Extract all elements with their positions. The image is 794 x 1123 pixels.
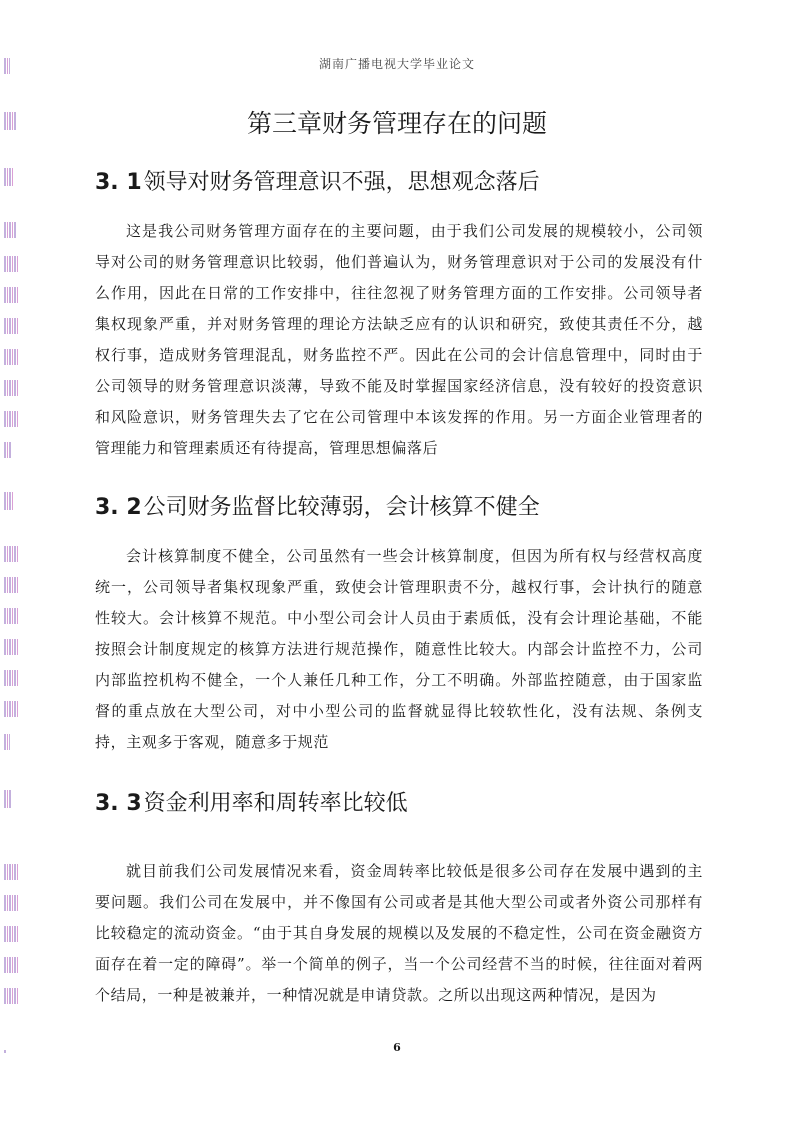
section-heading-3-3 — [95, 786, 408, 817]
page-number: 6 — [393, 1041, 401, 1054]
section-paragraph-3-2: 会计核算制度不健全，公司虽然有一些会计核算制度，但因为所有权与经营权高度统一，公司领导者集权现象严重，致使会计管理职责不分，越权行事，会计执行的随意性较大。会计核算不规范。中小型公司会计人员由于素质低，没有会计理论基础，不能按照会计制度规定的核算方法进行规范操作，随意性比较大。内部会计监控不力，公司内部监控机构不健全，一个人兼任几种工作，分工不明确。外部监控随意，由于国家监督的重点放在大型公司，对中小型公司的监督就显得比较软性化，没有法规、条例支持，主观多于客观，随意多于规范 — [95, 547, 703, 751]
section-number: 3. 2 — [95, 495, 142, 520]
chapter-title: 第三章财务管理存在的问题 — [246, 109, 547, 138]
section-paragraph-3-3: 就目前我们公司发展情况来看，资金周转率比较低是很多公司存在发展中遇到的主要问题。我们公司在发展中，并不像国有公司或者是其他大型公司或者外资公司那样有比较稳定的流动资金。“由于其自身发展的规模以及发展的不稳定性，公司在资金融资方面存在着一定的障碍”。举一个简单的例子，当一个公司经营不当的时候，往往面对着两个结局，一种是被兼并，一种情况就是申请贷款。之所以出现这两种情况，是因为 — [95, 862, 703, 1004]
scan-margin-artifacts — [4, 0, 24, 1123]
running-header: 湖南广播电视大学毕业论文 — [318, 57, 475, 71]
section-number: 3. 3 — [95, 791, 142, 816]
section-title: 资金利用率和周转率比较低 — [143, 791, 408, 816]
section-title: 公司财务监督比较薄弱，会计核算不健全 — [143, 495, 540, 520]
section-number: 3. 1 — [95, 170, 142, 195]
section-paragraph-3-1: 这是我公司财务管理方面存在的主要问题，由于我们公司发展的规模较小，公司领导对公司的财务管理意识比较弱，他们普遍认为，财务管理意识对于公司的发展没有什么作用，因此在日常的工作安排中，往往忽视了财务管理方面的工作安排。公司领导者集权现象严重，并对财务管理的理论方法缺乏应有的认识和研究，致使其责任不分，越权行事，造成财务管理混乱，财务监控不严。因此在公司的会计信息管理中，同时由于公司领导的财务管理意识淡薄，导致不能及时掌握国家经济信息，没有较好的投资意识和风险意识，财务管理失去了它在公司管理中本该发挥的作用。另一方面企业管理者的管理能力和管理素质还有待提高，管理思想偏落后 — [95, 222, 703, 457]
section-title: 领导对财务管理意识不强，思想观念落后 — [143, 170, 540, 195]
section-heading-3-2 — [95, 490, 540, 521]
section-heading-3-1 — [95, 165, 540, 196]
